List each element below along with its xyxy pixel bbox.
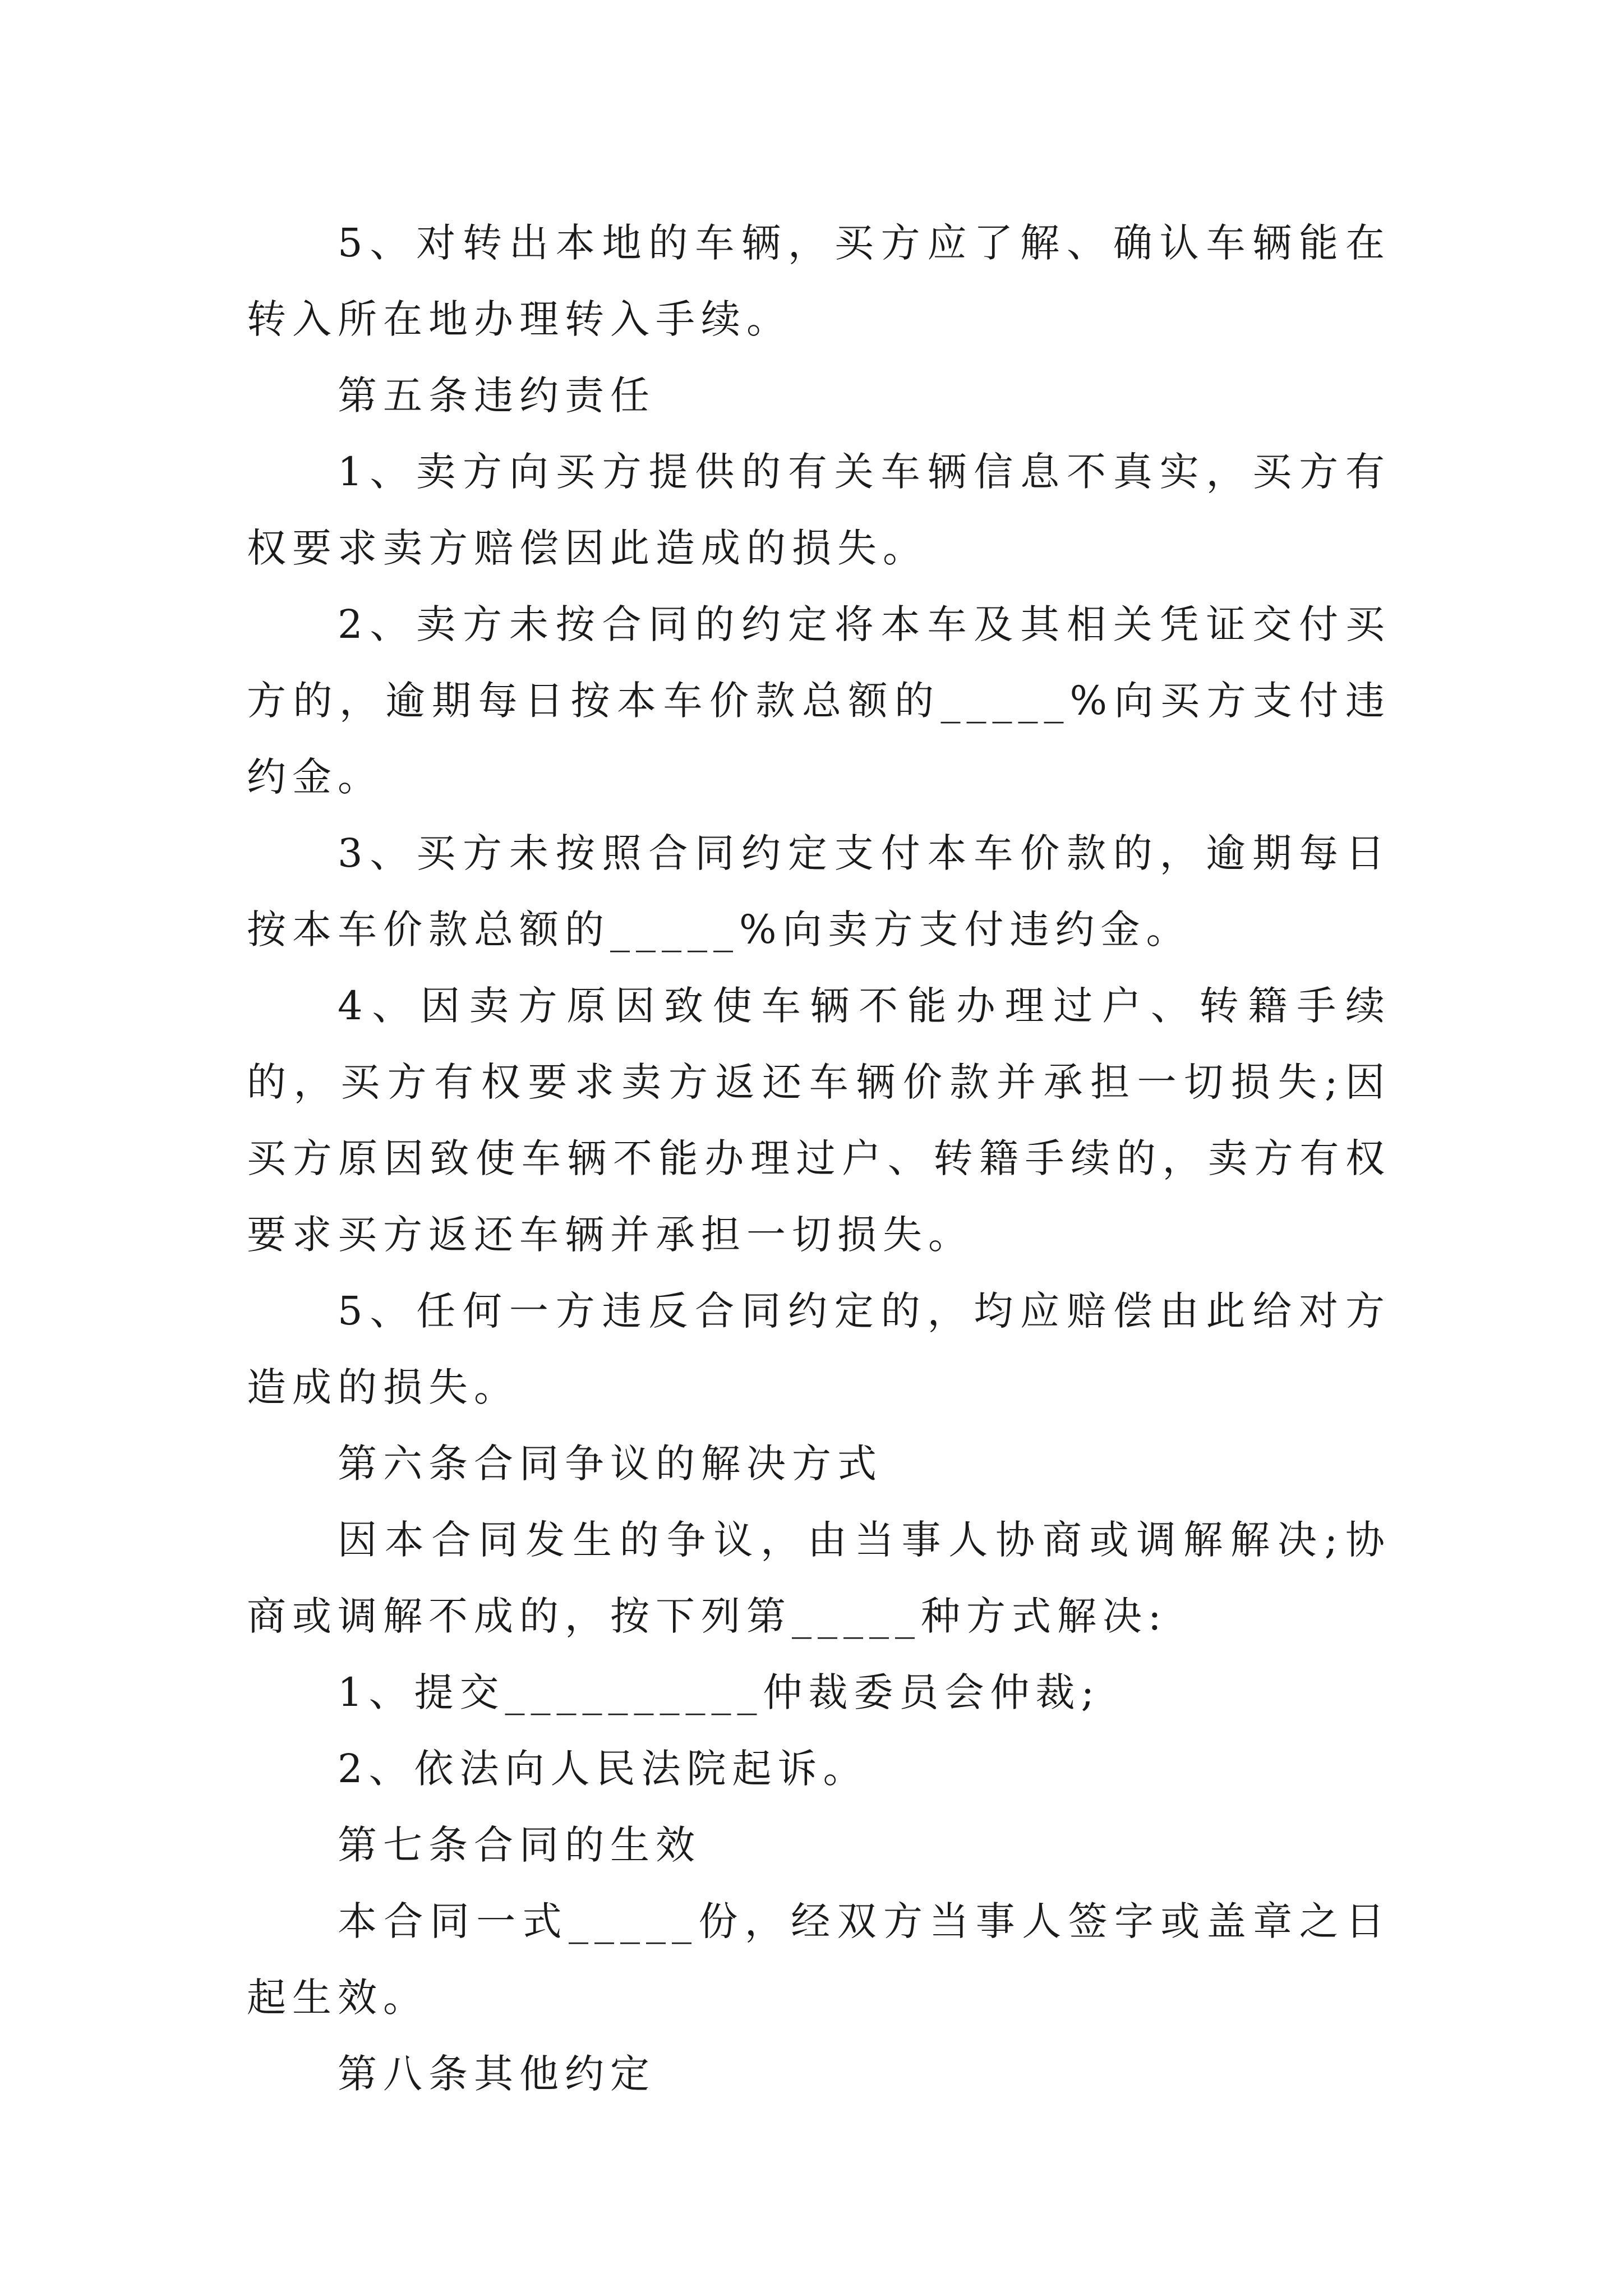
section-heading-dispute-resolution: 第六条合同争议的解决方式 [338,1441,883,1487]
clause-item-transfer-failure: 4、因卖方原因致使车辆不能办理过户、转籍手续的，买方有权要求卖方返还车辆价款并承担一切损失;因买方原因致使车辆不能办理过户、转籍手续的，卖方有权要求买方返还车辆并承担一切损失。 [247,983,1391,1258]
clause-item-seller-delay: 2、卖方未按合同的约定将本车及其相关凭证交付买方的，逾期每日按本车价款总额的_____%向买方支付违约金。 [247,601,1391,800]
section-heading-effectiveness: 第七条合同的生效 [338,1822,701,1868]
clause-item-false-info: 1、卖方向买方提供的有关车辆信息不真实，买方有权要求卖方赔偿因此造成的损失。 [247,449,1391,571]
document-body [247,205,1391,2112]
clause-item-lawsuit: 2、依法向人民法院起诉。 [338,1746,869,1792]
clause-item-dispute-method: 因本合同发生的争议，由当事人协商或调解解决;协商或调解不成的，按下列第_____种方式解决: [247,1517,1391,1639]
clause-item-transfer-out: 5、对转出本地的车辆，买方应了解、确认车辆能在转入所在地办理转入手续。 [247,220,1391,342]
clause-item-buyer-delay: 3、买方未按照合同约定支付本车价款的，逾期每日按本车价款总额的_____%向卖方支付违约金。 [247,830,1391,953]
clause-item-general-breach: 5、任何一方违反合同约定的，均应赔偿由此给对方造成的损失。 [247,1288,1391,1410]
clause-item-copies: 本合同一式_____份，经双方当事人签字或盖章之日起生效。 [247,1898,1391,2021]
clause-item-arbitration: 1、提交__________仲裁委员会仲裁; [338,1669,1101,1715]
section-heading-other-terms: 第八条其他约定 [338,2051,656,2097]
section-heading-breach-liability: 第五条违约责任 [338,372,656,418]
